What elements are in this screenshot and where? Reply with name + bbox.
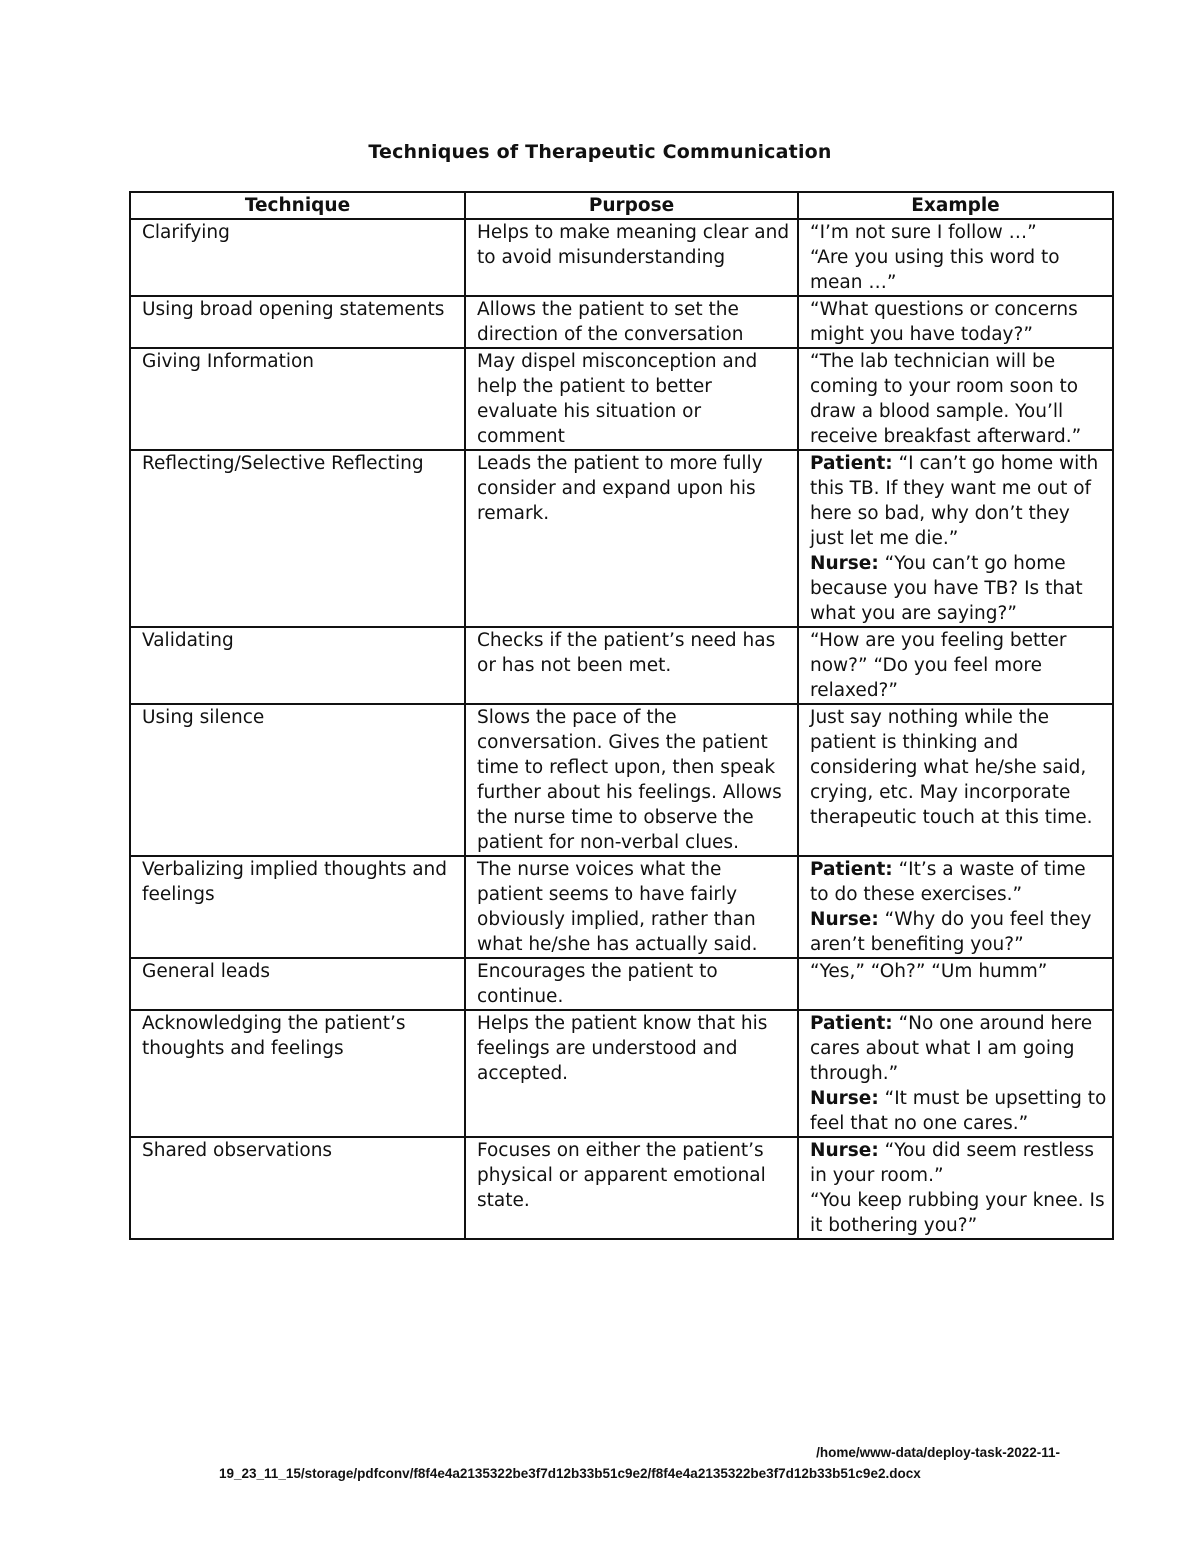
table-row — [130, 856, 1113, 958]
example-segment — [810, 907, 1108, 957]
example-cell — [798, 1137, 1113, 1239]
example-cell — [798, 296, 1113, 348]
speaker-label: Patient: — [810, 1013, 893, 1034]
column-header-purpose: Purpose — [465, 192, 798, 219]
speaker-label: Patient: — [810, 453, 893, 474]
column-header-technique: Technique — [130, 192, 465, 219]
example-cell — [798, 1010, 1113, 1137]
technique-cell: Using broad opening statements — [130, 296, 465, 348]
example-text: “I can’t go home with this TB. If they want me out of here so bad, why don’t they just let me die.” — [810, 453, 1099, 549]
technique-cell: Using silence — [130, 704, 465, 856]
example-segment — [810, 959, 1108, 984]
example-text: “You can’t go home because you have TB? Is that what you are saying?” — [810, 553, 1083, 624]
technique-cell: Giving Information — [130, 348, 465, 450]
example-segment — [810, 1086, 1108, 1136]
technique-cell: Verbalizing implied thoughts and feelings — [130, 856, 465, 958]
column-header-example: Example — [798, 192, 1113, 219]
purpose-cell: Leads the patient to more fully consider and expand upon his remark. — [465, 450, 798, 627]
technique-cell: Validating — [130, 627, 465, 704]
example-text: “I’m not sure I follow …” — [810, 222, 1037, 243]
example-segment — [810, 1011, 1108, 1086]
example-cell — [798, 450, 1113, 627]
example-text: “It’s a waste of time to do these exercises.” — [810, 859, 1086, 905]
example-segment — [810, 628, 1108, 703]
purpose-cell: May dispel misconception and help the patient to better evaluate his situation or comment — [465, 348, 798, 450]
document-title: Techniques of Therapeutic Communication — [368, 141, 832, 163]
example-cell — [798, 627, 1113, 704]
example-cell — [798, 219, 1113, 296]
table-row — [130, 627, 1113, 704]
example-segment — [810, 1138, 1108, 1188]
example-segment — [810, 451, 1108, 551]
example-segment — [810, 297, 1108, 347]
example-text: “You did seem restless in your room.” — [810, 1140, 1095, 1186]
example-text: “The lab technician will be coming to your room soon to draw a blood sample. You’ll receive breakfast afterward.” — [810, 351, 1082, 447]
technique-cell: Clarifying — [130, 219, 465, 296]
example-cell — [798, 856, 1113, 958]
speaker-label: Nurse: — [810, 553, 879, 574]
technique-cell: General leads — [130, 958, 465, 1010]
purpose-cell: Slows the pace of the conversation. Gives the patient time to reflect upon, then speak further about his feelings. Allows the nurse time to observe the patient for non-verbal clues. — [465, 704, 798, 856]
example-segment — [810, 551, 1108, 626]
example-text: “It must be upsetting to feel that no one cares.” — [810, 1088, 1107, 1134]
purpose-cell: Encourages the patient to continue. — [465, 958, 798, 1010]
technique-cell: Reflecting/Selective Reflecting — [130, 450, 465, 627]
table-row — [130, 1010, 1113, 1137]
footer-path-line-1: /home/www-data/deploy-task-2022-11- — [816, 1445, 1060, 1460]
purpose-cell: Allows the patient to set the direction of the conversation — [465, 296, 798, 348]
example-text: “Yes,” “Oh?” “Um humm” — [810, 961, 1048, 982]
speaker-label: Nurse: — [810, 1140, 879, 1161]
example-segment — [810, 857, 1108, 907]
technique-cell: Shared observations — [130, 1137, 465, 1239]
table-row — [130, 704, 1113, 856]
example-segment — [810, 245, 1108, 295]
table-row — [130, 348, 1113, 450]
speaker-label: Patient: — [810, 859, 893, 880]
table-row — [130, 219, 1113, 296]
example-text: Just say nothing while the patient is thinking and considering what he/she said, crying, etc. May incorporate therapeutic touch at this time. — [810, 707, 1093, 828]
example-text: “Are you using this word to mean …” — [810, 247, 1060, 293]
example-cell — [798, 704, 1113, 856]
example-cell — [798, 958, 1113, 1010]
speaker-label: Nurse: — [810, 909, 879, 930]
purpose-cell: Helps the patient know that his feelings are understood and accepted. — [465, 1010, 798, 1137]
example-text: “No one around here cares about what I am going through.” — [810, 1013, 1093, 1084]
example-segment — [810, 220, 1108, 245]
technique-cell: Acknowledging the patient’s thoughts and feelings — [130, 1010, 465, 1137]
example-text: “Why do you feel they aren’t benefiting you?” — [810, 909, 1092, 955]
table-row — [130, 450, 1113, 627]
table-row — [130, 296, 1113, 348]
example-text: “What questions or concerns might you have today?” — [810, 299, 1078, 345]
techniques-table — [129, 191, 1114, 1240]
example-segment — [810, 1188, 1108, 1238]
table-body — [130, 219, 1113, 1239]
purpose-cell: Focuses on either the patient’s physical or apparent emotional state. — [465, 1137, 798, 1239]
purpose-cell: The nurse voices what the patient seems to have fairly obviously implied, rather than what he/she has actually said. — [465, 856, 798, 958]
footer-path-line-2: 19_23_11_15/storage/pdfconv/f8f4e4a2135322be3f7d12b33b51c9e2/f8f4e4a2135322be3f7d12b33b51c9e2.docx — [219, 1466, 921, 1481]
example-segment — [810, 705, 1108, 830]
table-row — [130, 1137, 1113, 1239]
purpose-cell: Helps to make meaning clear and to avoid misunderstanding — [465, 219, 798, 296]
purpose-cell: Checks if the patient’s need has or has not been met. — [465, 627, 798, 704]
example-segment — [810, 349, 1108, 449]
example-text: “You keep rubbing your knee. Is it bothering you?” — [810, 1190, 1105, 1236]
speaker-label: Nurse: — [810, 1088, 879, 1109]
table-header-row — [130, 192, 1113, 219]
example-text: “How are you feeling better now?” “Do you feel more relaxed?” — [810, 630, 1067, 701]
table-row — [130, 958, 1113, 1010]
example-cell — [798, 348, 1113, 450]
